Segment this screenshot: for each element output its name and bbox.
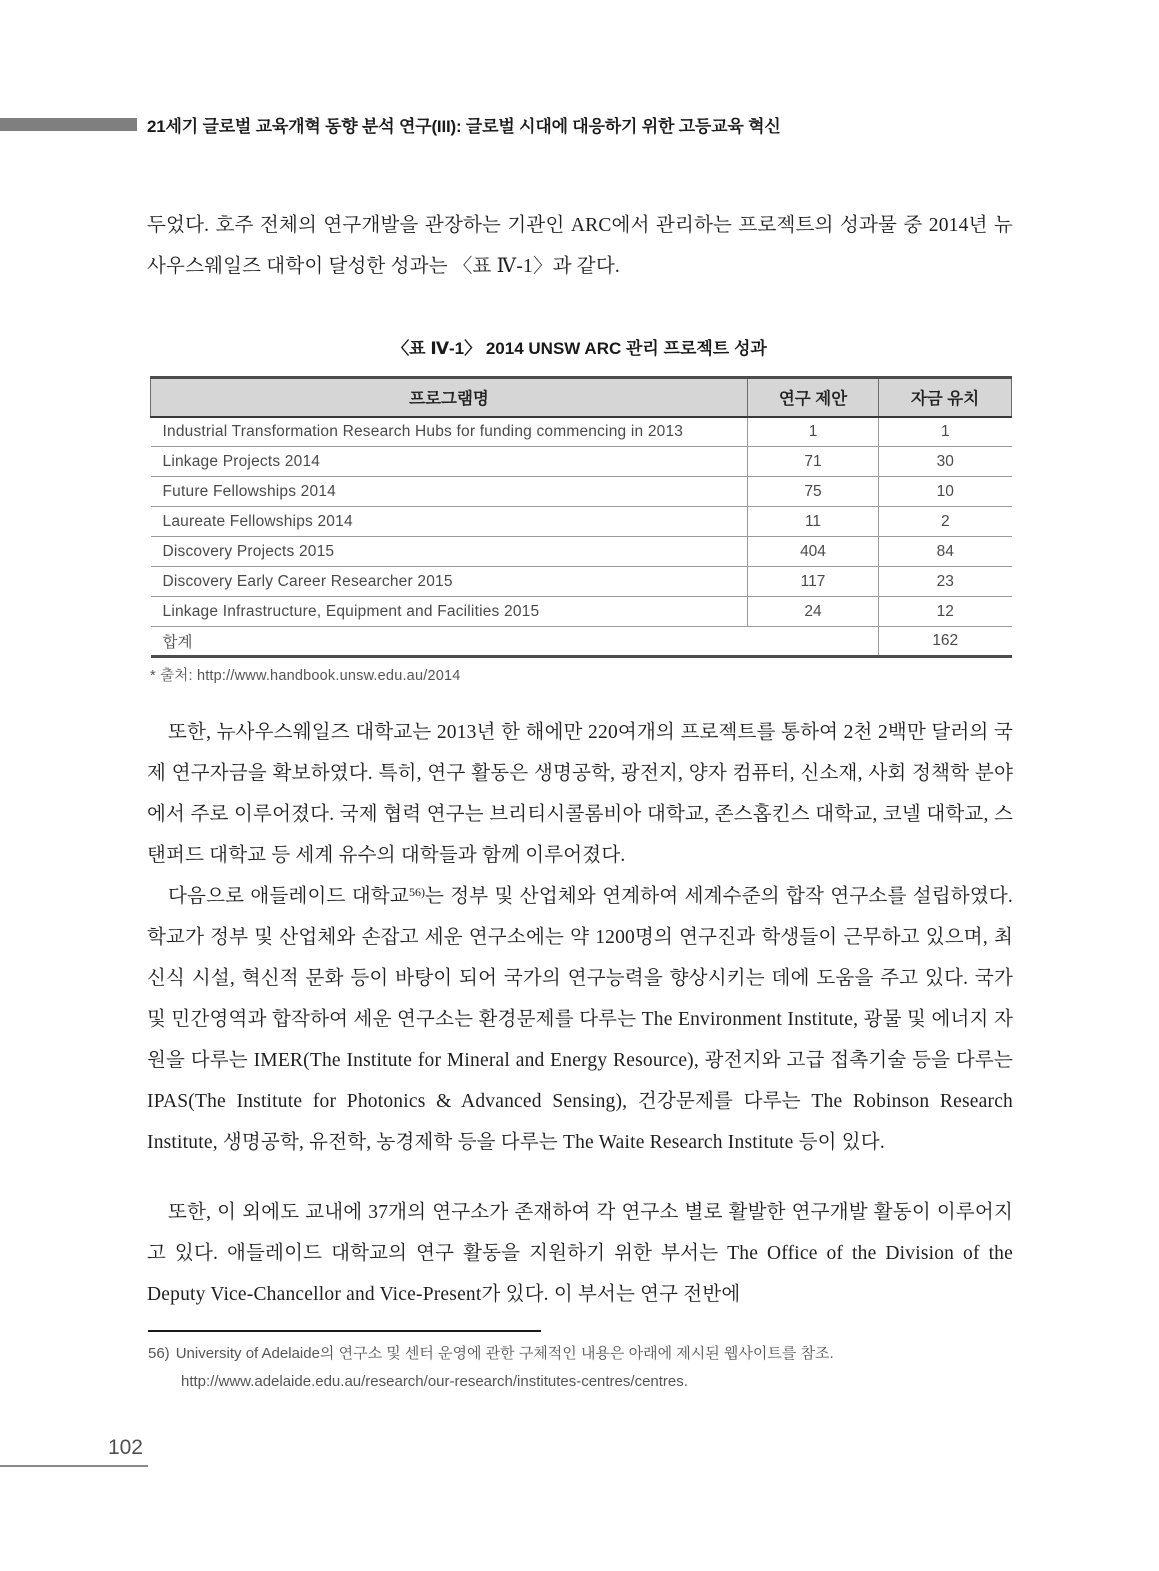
footnote-block — [148, 1330, 1028, 1394]
arc-projects-table — [150, 376, 1012, 658]
program-name: Linkage Projects 2014 — [151, 447, 748, 477]
footnote-separator-rule — [148, 1330, 541, 1332]
footnote-line-1 — [148, 1342, 1028, 1366]
total-funded-value: 162 — [879, 627, 1012, 657]
paragraph-3 — [147, 872, 1013, 1163]
paragraph-2: 또한, 뉴사우스웨일즈 대학교는 2013년 한 해에만 220여개의 프로젝트를 통하여 2천 2백만 달러의 국제 연구자금을 확보하였다. 특히, 연구 활동은 생명공학, 광전지, 양자 컴퓨터, 신소재, 사회 정책학 분야에서 주로 이루어졌다. 국제 협력 연구는 브리티시콜롬비아 대학교, 존스홉킨스 대학교, 코넬 대학교, 스탠퍼드 대학교 등 세계 유수의 대학들과 함께 이루어졌다. — [147, 722, 1013, 866]
program-name: Laureate Fellowships 2014 — [151, 507, 748, 537]
funded-value: 12 — [879, 597, 1012, 627]
proposals-value: 75 — [748, 477, 879, 507]
total-label: 합계 — [151, 627, 879, 657]
table-row — [151, 507, 1012, 537]
table-row — [151, 447, 1012, 477]
footnote-ref-56: 56) — [408, 885, 425, 899]
funded-value: 23 — [879, 567, 1012, 597]
table-row — [151, 597, 1012, 627]
table-source-note: * 출처: http://www.handbook.unsw.edu.au/2014 — [150, 668, 461, 684]
table-row — [151, 477, 1012, 507]
table-row — [151, 537, 1012, 567]
proposals-value: 11 — [748, 507, 879, 537]
paragraph-4: 또한, 이 외에도 교내에 37개의 연구소가 존재하여 각 연구소 별로 활발한 연구개발 활동이 이루어지고 있다. 애들레이드 대학교의 연구 활동을 지원하기 위한 부서는 The Office of the Division of the Deputy Vice-Chancellor and Vice-Present가 있다. 이 부서는 연구 전반에 — [147, 1202, 1013, 1305]
running-head — [0, 112, 1159, 137]
proposals-value: 404 — [748, 537, 879, 567]
program-name: Discovery Projects 2015 — [151, 537, 748, 567]
page-number: 102 — [107, 1436, 143, 1459]
paragraph-1: 두었다. 호주 전체의 연구개발을 관장하는 기관인 ARC에서 관리하는 프로젝트의 성과물 중 2014년 뉴사우스웨일즈 대학이 달성한 성과는 〈표 Ⅳ-1〉과 같다. — [147, 215, 1013, 277]
footnote-text: University of Adelaide의 연구소 및 센터 운영에 관한 구체적인 내용은 아래에 제시된 웹사이트를 참조. — [175, 1345, 834, 1362]
funded-value: 2 — [879, 507, 1012, 537]
program-name: Industrial Transformation Research Hubs for funding commencing in 2013 — [151, 417, 748, 447]
header-accent-bar — [0, 118, 137, 131]
page-footer — [0, 1436, 148, 1467]
column-header-funded: 자금 유치 — [879, 378, 1012, 417]
column-header-program: 프로그램명 — [151, 378, 748, 417]
table-row — [151, 567, 1012, 597]
table-row — [151, 417, 1012, 447]
funded-value: 1 — [879, 417, 1012, 447]
table-header-row — [151, 378, 1012, 417]
funded-value: 30 — [879, 447, 1012, 477]
program-name: Future Fellowships 2014 — [151, 477, 748, 507]
funded-value: 84 — [879, 537, 1012, 567]
proposals-value: 71 — [748, 447, 879, 477]
table-caption: 〈표 Ⅳ-1〉 2014 UNSW ARC 관리 프로젝트 성과 — [392, 339, 767, 358]
column-header-proposals: 연구 제안 — [748, 378, 879, 417]
running-head-title: 21세기 글로벌 교육개혁 동향 분석 연구(III): 글로벌 시대에 대응하기 위한 고등교육 혁신 — [147, 117, 781, 136]
paragraph-3-text-before: 다음으로 애들레이드 대학교 — [168, 886, 409, 907]
program-name: Linkage Infrastructure, Equipment and Facilities 2015 — [151, 597, 748, 627]
proposals-value: 1 — [748, 417, 879, 447]
paragraph-3-text-after: 는 정부 및 산업체와 연계하여 세계수준의 합작 연구소를 설립하였다. 학교가 정부 및 산업체와 손잡고 세운 연구소에는 약 1200명의 연구진과 학생들이 근무하고 있으며, 최신식 시설, 혁신적 문화 등이 바탕이 되어 국가의 연구능력을 향상시키는 데에 도움을 주고 있다. 국가 및 민간영역과 합작하여 세운 연구소는 환경문제를 다루는 The Environment Institute, 광물 및 에너지 자원을 다루는 IMER(The Institute for Mineral and Energy Resource), 광전지와 고급 접촉기술 등을 다루는 IPAS(The Institute for Photonics & Advanced Sensing), 건강문제를 다루는 The Robinson Research Institute, 생명공학, 유전학, 농경제학 등을 다루는 The Waite Research Institute 등이 있다. — [147, 886, 1013, 1153]
footnote-marker: 56) — [148, 1345, 170, 1362]
proposals-value: 117 — [748, 567, 879, 597]
program-name: Discovery Early Career Researcher 2015 — [151, 567, 748, 597]
proposals-value: 24 — [748, 597, 879, 627]
table-total-row — [151, 627, 1012, 657]
footnote-url: http://www.adelaide.edu.au/research/our-research/institutes-centres/centres. — [181, 1373, 688, 1390]
page-number-rule — [0, 1465, 148, 1467]
funded-value: 10 — [879, 477, 1012, 507]
